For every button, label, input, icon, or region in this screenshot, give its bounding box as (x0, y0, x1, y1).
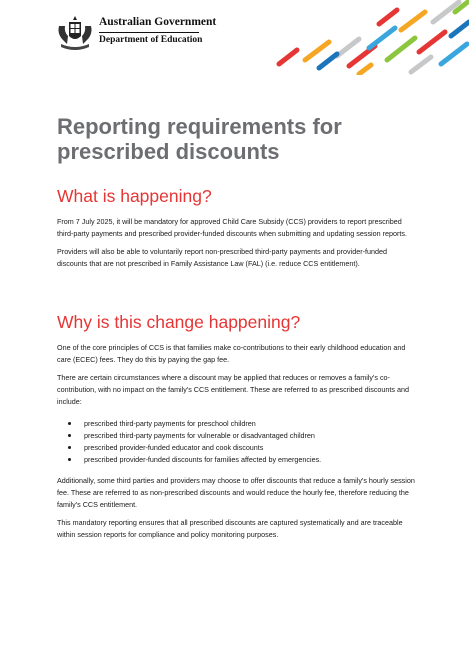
bullet-icon (68, 434, 71, 437)
document-header (0, 0, 469, 75)
bullet-icon (68, 446, 71, 449)
paragraph: Additionally, some third parties and providers may choose to offer discounts that reduce a family's hourly session fee. These are referred to as non-prescribed discounts and would reduce the hourly fee, therefore reducing the family's CCS entitlement. (57, 476, 415, 509)
coat-of-arms-icon (55, 14, 95, 54)
section-heading-what: What is happening? (57, 186, 212, 206)
government-name: Australian Government (99, 16, 217, 28)
decorative-stripes (219, 0, 469, 75)
prescribed-discounts-list (57, 418, 415, 466)
section-why-intro (57, 342, 415, 408)
paragraph: From 7 July 2025, it will be mandatory for approved Child Care Subsidy (CCS) providers to report prescribed third-party payments and prescribed provider-funded discounts when submitting and updating session reports. (57, 217, 407, 238)
list-item: prescribed provider-funded educator and cook discounts (57, 442, 415, 454)
paragraph: There are certain circumstances where a discount may be applied that reduces or removes a family's co-contribution, with no impact on the family's CCS entitlement. These are referred to as prescribed discounts and include: (57, 373, 410, 406)
wordmark-divider (99, 32, 199, 33)
section-what-body (57, 216, 415, 270)
department-name: Department of Education (99, 34, 203, 45)
document-title: Reporting requirements for prescribed discounts (57, 114, 342, 164)
paragraph: One of the core principles of CCS is that families make co-contributions to their early childhood education and care (ECEC) fees. They do this by paying the gap fee. (57, 343, 406, 364)
list-item: prescribed provider-funded discounts for families affected by emergencies. (57, 454, 415, 466)
section-heading-why: Why is this change happening? (57, 312, 301, 332)
paragraph: This mandatory reporting ensures that all prescribed discounts are captured systematically and are traceable within session reports for compliance and policy monitoring purposes. (57, 518, 403, 539)
bullet-icon (68, 458, 71, 461)
section-why-closing (57, 475, 415, 541)
list-item: prescribed third-party payments for vulnerable or disadvantaged children (57, 430, 415, 442)
paragraph: Providers will also be able to voluntarily report non-prescribed third-party payments and provider-funded discounts that are not prescribed in Family Assistance Law (FAL) (i.e. reduce CCS entitlement). (57, 247, 387, 268)
list-item: prescribed third-party payments for preschool children (57, 418, 415, 430)
bullet-icon (68, 422, 71, 425)
government-wordmark (99, 17, 216, 45)
